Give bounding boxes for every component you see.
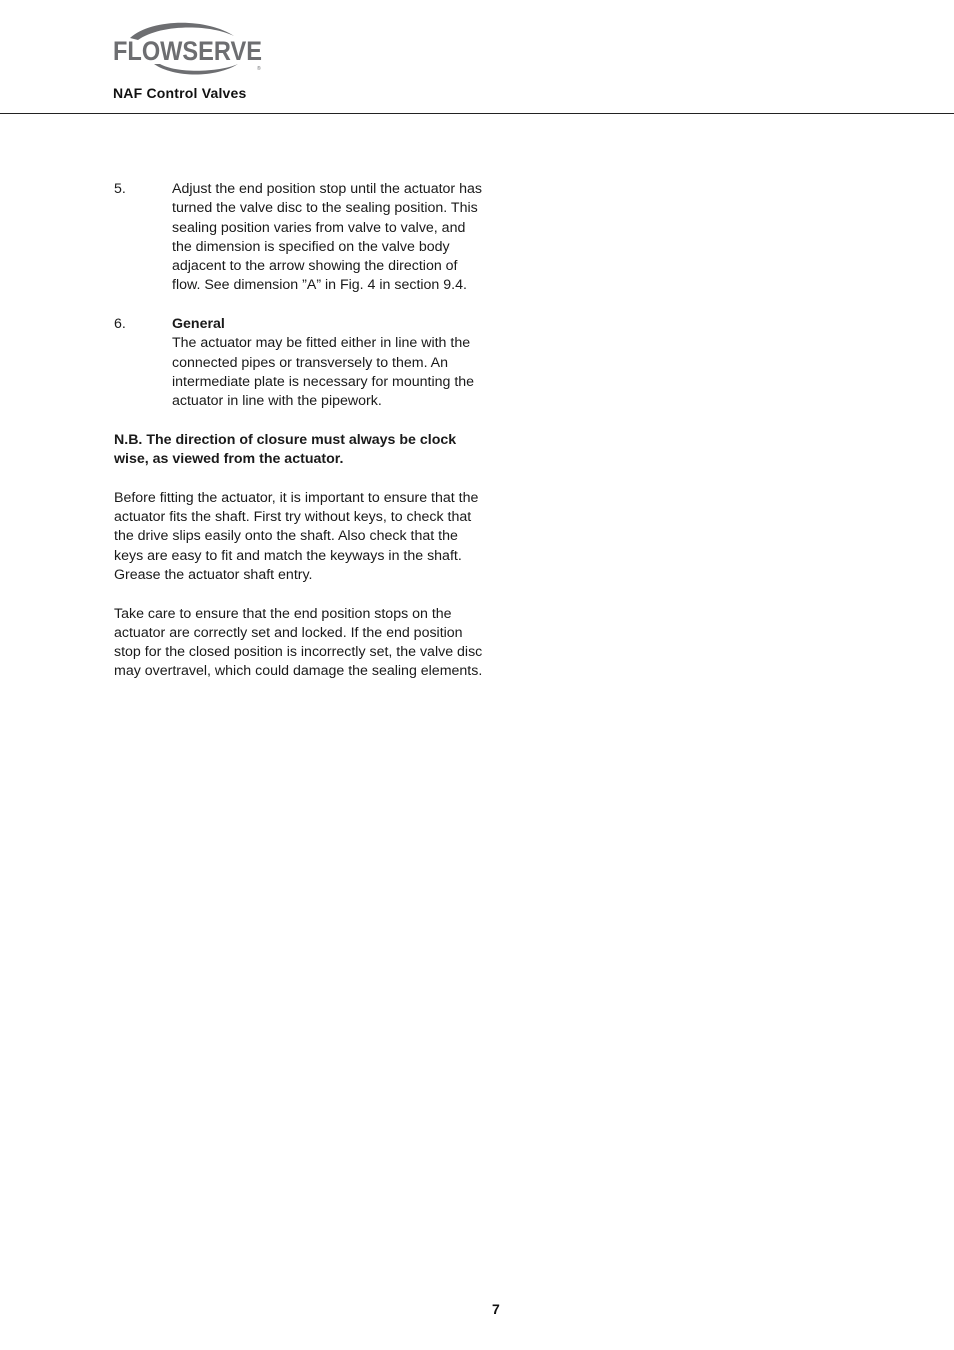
step-5-number: 5.: [114, 181, 126, 197]
svg-text:®: ®: [257, 66, 261, 72]
closure-direction-note: N.B. The direction of closure must always be clock wise, as viewed from the actuator.: [114, 431, 457, 468]
fitting-paragraph: Before fitting the actuator, it is important to ensure that the actuator fits the shaft. First try without keys, to check that the drive slips easily onto the shaft. Also check that the keys are easy to fit and match the keyways in the shaft. Grease the actuator shaft entry.: [114, 489, 479, 583]
page-number: 7: [492, 1301, 500, 1317]
step-6: [114, 315, 484, 411]
step-6-body: [172, 315, 484, 411]
step-6-text: The actuator may be fitted either in line with the connected pipes or transversely to them. An intermediate plate is necessary for mounting the actuator in line with the pipework.: [172, 335, 475, 410]
header-divider: [0, 113, 954, 114]
step-5-text: Adjust the end position stop until the actuator has turned the valve disc to the sealing position. This sealing position varies from valve to valve, and the dimension is specified on the valve body adjacent to the arrow showing the direction of flow. See dimension ”A” in Fig. 4 in section 9.4.: [172, 181, 482, 294]
step-6-heading: General: [172, 316, 225, 333]
flowserve-logo: [112, 20, 264, 80]
step-5: [114, 180, 484, 296]
step-6-number: 6.: [114, 316, 126, 333]
svg-text:FLOWSERVE: FLOWSERVE: [113, 36, 262, 66]
main-content: [114, 180, 484, 682]
end-position-paragraph: Take care to ensure that the end position stops on the actuator are correctly set and locked. If the end position stop for the closed position is incorrectly set, the valve disc may overtravel, which could damage the sealing elements.: [114, 605, 483, 680]
document-subtitle: NAF Control Valves: [113, 85, 247, 101]
